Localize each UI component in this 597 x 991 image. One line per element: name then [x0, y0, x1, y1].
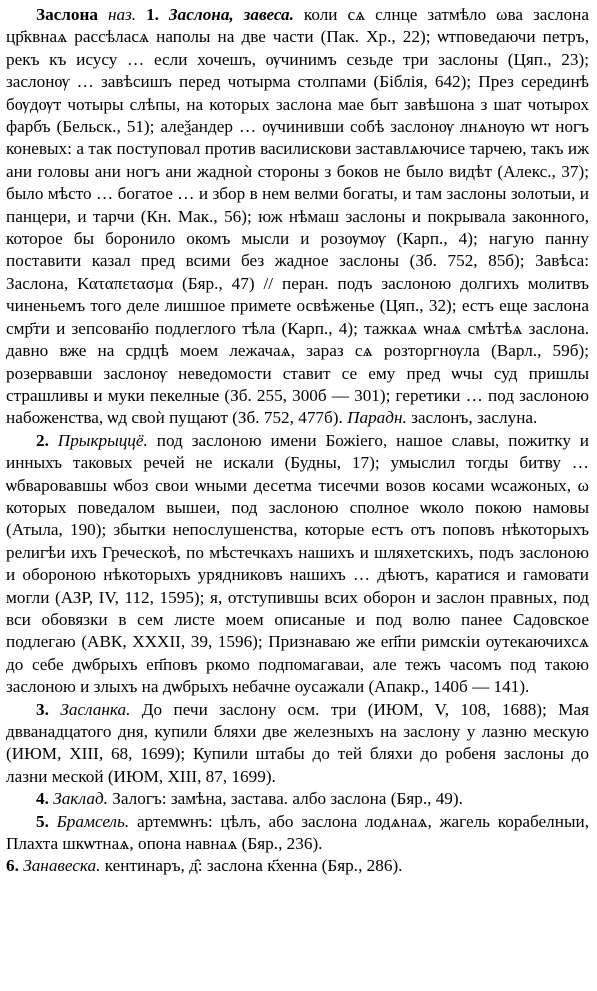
sense-1-synonym-text: заслонъ, заслуна.	[411, 408, 538, 428]
sense-2-text: под заслоною имени Божіего, нашое славы, пожитку и инныхъ таковых речей не искали (Будны, 17); умыслил тогды битву … ѡбваровавшы ѡбоз свои ѡными десетма тисечми возов косами ѡсажоных, ω которых поведалом вышеи, под заслоною сполное ѡколо покою намовы (Атыла, 190); збытки непослушенства, которые естъ отъ поповъ нѣкоторыхъ религѣи ихъ Греческоѣ, по мѣстечкахъ нашихъ и шляхетскихъ, подъ заслоною и обороною нѣкоторыхъ урядниковъ нашихъ … дѣютъ, каратися и гамовати могли (АЗР, IV, 112, 1595); я, отступившы всих оборон и заслон правных, под вси обовязки в сем листе моем описаные и под волю панее Садовское подлегаю (АВК, XXXII, 39, 1596); Признаваю же еп҃пи римскіи оутекаючихсѧ до себе дѡбрыхъ еп҃повъ ркомо подпомагаваи, але тежъ часомъ под такою заслоною и злыхъ на дѡбрыхъ небачне оусажали (Апакр., 140б — 141).	[6, 430, 590, 697]
sense-4-number: 4.	[36, 789, 49, 809]
sense-2-gloss: Прыкрыццё.	[57, 430, 148, 450]
sense-4-gloss: Заклад.	[53, 789, 108, 809]
sense-5	[6, 811, 589, 856]
sense-1	[6, 4, 589, 430]
sense-2	[6, 430, 589, 699]
part-of-speech: наз.	[107, 5, 137, 24]
sense-1-synonym-label: Парадн.	[347, 408, 407, 428]
sense-5-text: артемѡнъ: цѣлъ, або заслона лодѧнаѧ, жагель корабелныи, Плахта шкѡтнаѧ, опона навнаѧ (Бяр., 236).	[6, 811, 590, 854]
sense-6-gloss: Занавеска.	[23, 856, 101, 876]
sense-4-text: Залогъ: замѣна, застава. албо заслона (Бяр., 49).	[112, 789, 463, 809]
sense-2-number: 2.	[36, 430, 49, 450]
sense-1-text: коли сѧ слнце затмѣло ωва заслона цр҃квнаѧ рассѣласѧ наполы на две части (Пак. Хр., 22); ѡтповедаючи петръ, рекъ къ исусу … если хочешъ, ѹчинимъ сезьде три заслоны (Цяп., 23); заслонѹ … завѣсишъ перед чотырма столпами (Біблія, 642); През серединѣ бѹдѹт чотыры слѣпы, на которых заслона мае быт завѣшона з шат чотырох фарбъ (Бельск., 51); алеѯандер … ѹчинивши собѣ заслонѹ лнѧнѹю ѡт ногъ коневых: а так поступовал против василискови заставлѧючисе тарчею, такъ иж ани головы ани ногъ ани жадноѝ стороны з боков не было видѣт (Алекс., 37); было мѣсто … богатое … и збор в нем велми богаты, и там заслоны золотыи, и панцери, и тарчи (Кн. Мак., 56); юж нѣмаш заслоны и покрывала законного, которое бы боронило окомъ мысли и розѹмѹ (Карп., 4); нагую панну поставити казал пред всими без жадное заслоны (Зб. 752, 85б); Завѣса: Заслона, Καταπετασμα (Бяр., 47) // перан. подъ заслоною долгихъ молитвъ чиненьемъ того деле лишшое примете освѣженье (Цяп., 32); естъ еще заслона смр҃ти и зепсован҃ю подлеглого тѣла (Карп., 4); тажкаѧ ѡнаѧ смѣтѣѧ заслона. давно вже на срдцѣ моем лежачаѧ, зараз сѧ розторгнѹла (Варл., 59б); розервавши заслонѹ неведомости ставит се ему пред ѡчы суд пришлы страшливы и муки пекелные (Зб. 255, 300б — 301); геретики … под заслоною набоженства, ѡд своѝ пущают (Зб. 752, 477б).	[6, 5, 589, 428]
sense-5-number: 5.	[36, 811, 49, 831]
sense-6	[6, 855, 589, 877]
sense-3-text: До печи заслону осм. три (ИЮМ, V, 108, 1688); Мая двванадцатого дня, купили бляхи две железныхъ на заслону у лазню меcкую (ИЮМ, XIII, 68, 1699); Купили штабы до тей бляхи до робеня заслоны до лазни меской (ИЮМ, XIII, 87, 1699).	[6, 699, 590, 786]
sense-6-number: 6.	[6, 856, 19, 876]
sense-3-gloss: Засланка.	[60, 699, 131, 719]
headword: Заслона	[36, 5, 99, 24]
sense-1-number: 1.	[146, 5, 159, 24]
dictionary-entry	[6, 4, 589, 878]
sense-6-text: кентинаръ, д̑: заслона к҃хенна (Бяр., 286).	[104, 856, 403, 876]
sense-3-number: 3.	[36, 699, 49, 719]
sense-4	[6, 788, 589, 810]
sense-5-gloss: Брамсель.	[56, 811, 130, 831]
sense-3	[6, 699, 589, 789]
sense-1-gloss: Заслона, завеса.	[168, 5, 294, 24]
